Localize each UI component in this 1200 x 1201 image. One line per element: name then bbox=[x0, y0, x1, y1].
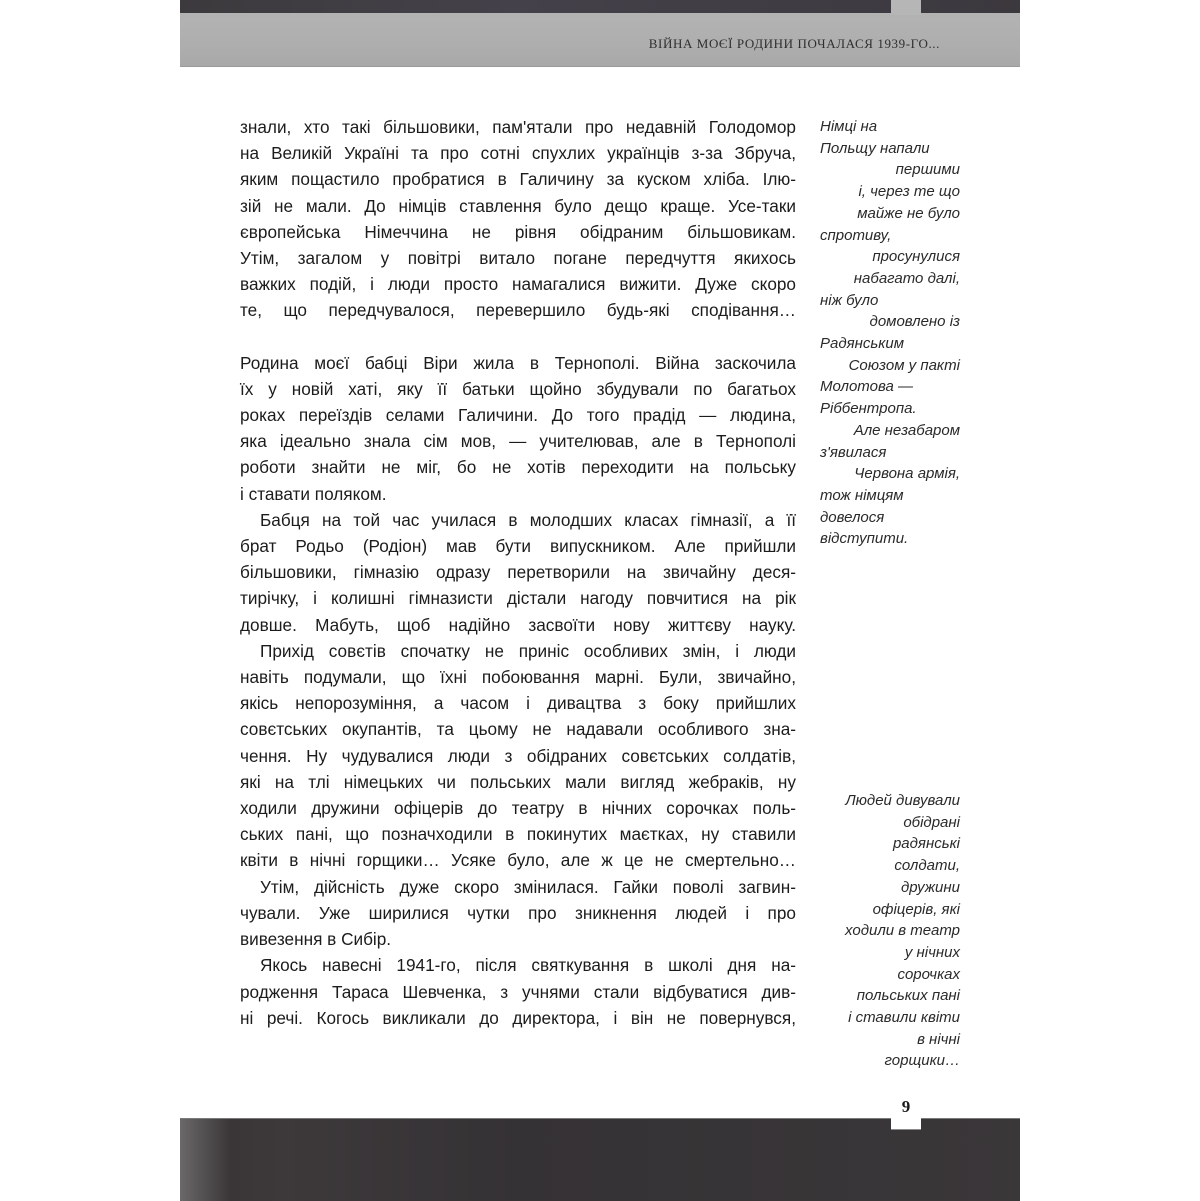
side-note-line: першими bbox=[895, 161, 960, 179]
side-note-line: домовлено із bbox=[869, 313, 960, 331]
text-line: Утім, загалом у повітрі витало погане передчуття якихось bbox=[240, 248, 796, 269]
text-line: Прихід совєтів спочатку не приніс особливих змін, і люди bbox=[260, 640, 796, 661]
side-note-line: Німці на bbox=[820, 118, 878, 135]
side-note-line: ніж було bbox=[820, 291, 879, 309]
footer-band bbox=[180, 1118, 1020, 1201]
side-note-line: тож німцям bbox=[820, 486, 904, 504]
side-note-line: в нічні bbox=[917, 1030, 960, 1048]
text-line: чення. Ну чудувалися люди з обідраних совєтських солдатів, bbox=[240, 745, 796, 766]
text-line: совєтських окупантів, та цьому не надавали особливого зна- bbox=[240, 719, 796, 740]
text-line: на Великій Україні та про сотні спухлих українців з-за Збруча, bbox=[240, 143, 796, 164]
side-note-line: дружини bbox=[900, 878, 960, 896]
page-number-tab bbox=[891, 1117, 921, 1130]
text-line: родження Тараса Шевченка, з учнями стали відбуватися див- bbox=[240, 981, 796, 1002]
side-note-line: обідрані bbox=[903, 813, 960, 831]
side-note-line: Людей дивували bbox=[845, 792, 960, 809]
text-line: вивезення в Сибір. bbox=[240, 929, 392, 950]
text-line: важких подій, і люди просто намагалися вижити. Дуже скоро bbox=[240, 274, 796, 295]
text-line: роках переїздів селами Галичини. До того прадід — людина, bbox=[240, 405, 796, 426]
text-line: знали, хто такі більшовики, пам'ятали про недавній Голодомор bbox=[240, 117, 796, 137]
side-note-line: відступити. bbox=[820, 530, 909, 548]
paragraph bbox=[240, 952, 796, 1031]
paragraph bbox=[240, 350, 796, 507]
text-line: європейська Німеччина не рівня обідраним більшовикам. bbox=[240, 221, 796, 242]
paragraph bbox=[240, 507, 796, 638]
text-line: ходили дружини офіцерів до театру в нічних сорочках поль- bbox=[240, 798, 796, 819]
side-note-line: польських пані bbox=[856, 987, 960, 1005]
side-note-line: ходили в театр bbox=[845, 922, 960, 940]
side-note-line: і, через те що bbox=[858, 183, 960, 201]
text-line: ських пані, що позначходили в покинутих маєтках, ну ставили bbox=[240, 824, 796, 845]
side-note-1 bbox=[820, 116, 960, 550]
text-line: які на тлі німецьких чи польських мали вигляд жебраків, ну bbox=[240, 771, 796, 792]
text-line: брат Родьо (Родіон) мав бути випускником. Але прийшли bbox=[240, 536, 796, 557]
side-note-line: Союзом у пакті bbox=[848, 356, 960, 374]
text-line: і ставати поляком. bbox=[240, 483, 387, 504]
paragraph bbox=[240, 638, 796, 874]
text-line: якісь непорозуміння, а часом і дивацтва з боку прийшлих bbox=[240, 693, 796, 714]
side-note-line: просунулися bbox=[872, 248, 960, 266]
side-note-line: Молотова — bbox=[820, 378, 913, 396]
side-note-line: Але незабаром bbox=[853, 421, 960, 439]
text-line: ні речі. Когось викликали до директора, і він не повернувся, bbox=[240, 1007, 796, 1028]
text-line: роботи знайти не міг, бо не хотів переходити на польську bbox=[240, 457, 796, 478]
side-note-line: набагато далі, bbox=[853, 269, 960, 287]
text-line: квіти в нічні горщики… Усяке було, але ж це не смертельно… bbox=[240, 850, 796, 871]
text-line: чували. Уже ширилися чутки про зникнення людей і про bbox=[240, 902, 796, 923]
side-note-line: Радянським bbox=[820, 335, 905, 353]
side-note-line: радянські bbox=[892, 835, 960, 853]
side-note-line: горщики… bbox=[884, 1052, 960, 1070]
main-text-column bbox=[240, 114, 796, 1031]
side-note-line: Польщу напали bbox=[820, 139, 930, 157]
paragraph bbox=[240, 114, 796, 324]
text-line: Бабця на той час училася в молодших класах гімназії, а її bbox=[260, 509, 796, 530]
side-note-2 bbox=[820, 790, 960, 1072]
side-note-line: майже не було bbox=[857, 204, 960, 222]
text-line: Родина моєї бабці Віри жила в Тернополі. Війна заскочила bbox=[240, 352, 796, 373]
text-line: навіть подумали, що їхні побоювання марні. Були, звичайно, bbox=[240, 667, 796, 688]
side-note-line: у нічних bbox=[904, 943, 960, 961]
side-note-line: спротиву, bbox=[820, 226, 892, 244]
side-note-line: Червона армія, bbox=[854, 465, 960, 483]
side-note-line: з'явилася bbox=[820, 443, 887, 461]
text-line: Утім, дійсність дуже скоро змінилася. Гайки поволі загвин- bbox=[260, 876, 796, 897]
side-note-line: довелося bbox=[820, 508, 885, 526]
text-line: зій не мали. До німців ставлення було дещо краще. Усе-таки bbox=[240, 195, 796, 216]
text-line: довше. Мабуть, щоб надійно засвоїти нову життєву науку. bbox=[240, 614, 796, 635]
text-line: те, що передчувалося, перевершило будь-які сподівання… bbox=[240, 300, 796, 321]
side-note-line: Ріббентропа. bbox=[820, 400, 917, 418]
text-line: тирічку, і колишні гімназисти дістали нагоду повчитися на рік bbox=[240, 588, 796, 609]
side-note-line: і ставили квіти bbox=[848, 1009, 960, 1027]
side-note-line: сорочках bbox=[897, 965, 960, 983]
page-number: 9 bbox=[901, 1097, 911, 1116]
text-line: їх у новій хаті, яку її батьки щойно збудували по багатьох bbox=[240, 378, 796, 399]
book-page bbox=[180, 0, 1020, 1200]
side-note-line: солдати, bbox=[894, 857, 960, 875]
paragraph bbox=[240, 874, 796, 953]
header-tab bbox=[891, 0, 921, 15]
side-note-line: офіцерів, які bbox=[872, 900, 960, 918]
running-head: ВІЙНА МОЄЇ РОДИНИ ПОЧАЛАСЯ 1939-ГО... bbox=[648, 36, 940, 51]
text-line: яким пощастило пробратися в Галичину за куском хліба. Ілю- bbox=[240, 169, 796, 190]
text-line: більшовики, гімназію одразу перетворили на звичайну деся- bbox=[240, 562, 796, 583]
text-line: Якось навесні 1941-го, після святкування в школі дня на- bbox=[260, 955, 796, 976]
text-line: яка ідеально знала сім мов, — учителював, але в Тернополі bbox=[240, 431, 796, 452]
